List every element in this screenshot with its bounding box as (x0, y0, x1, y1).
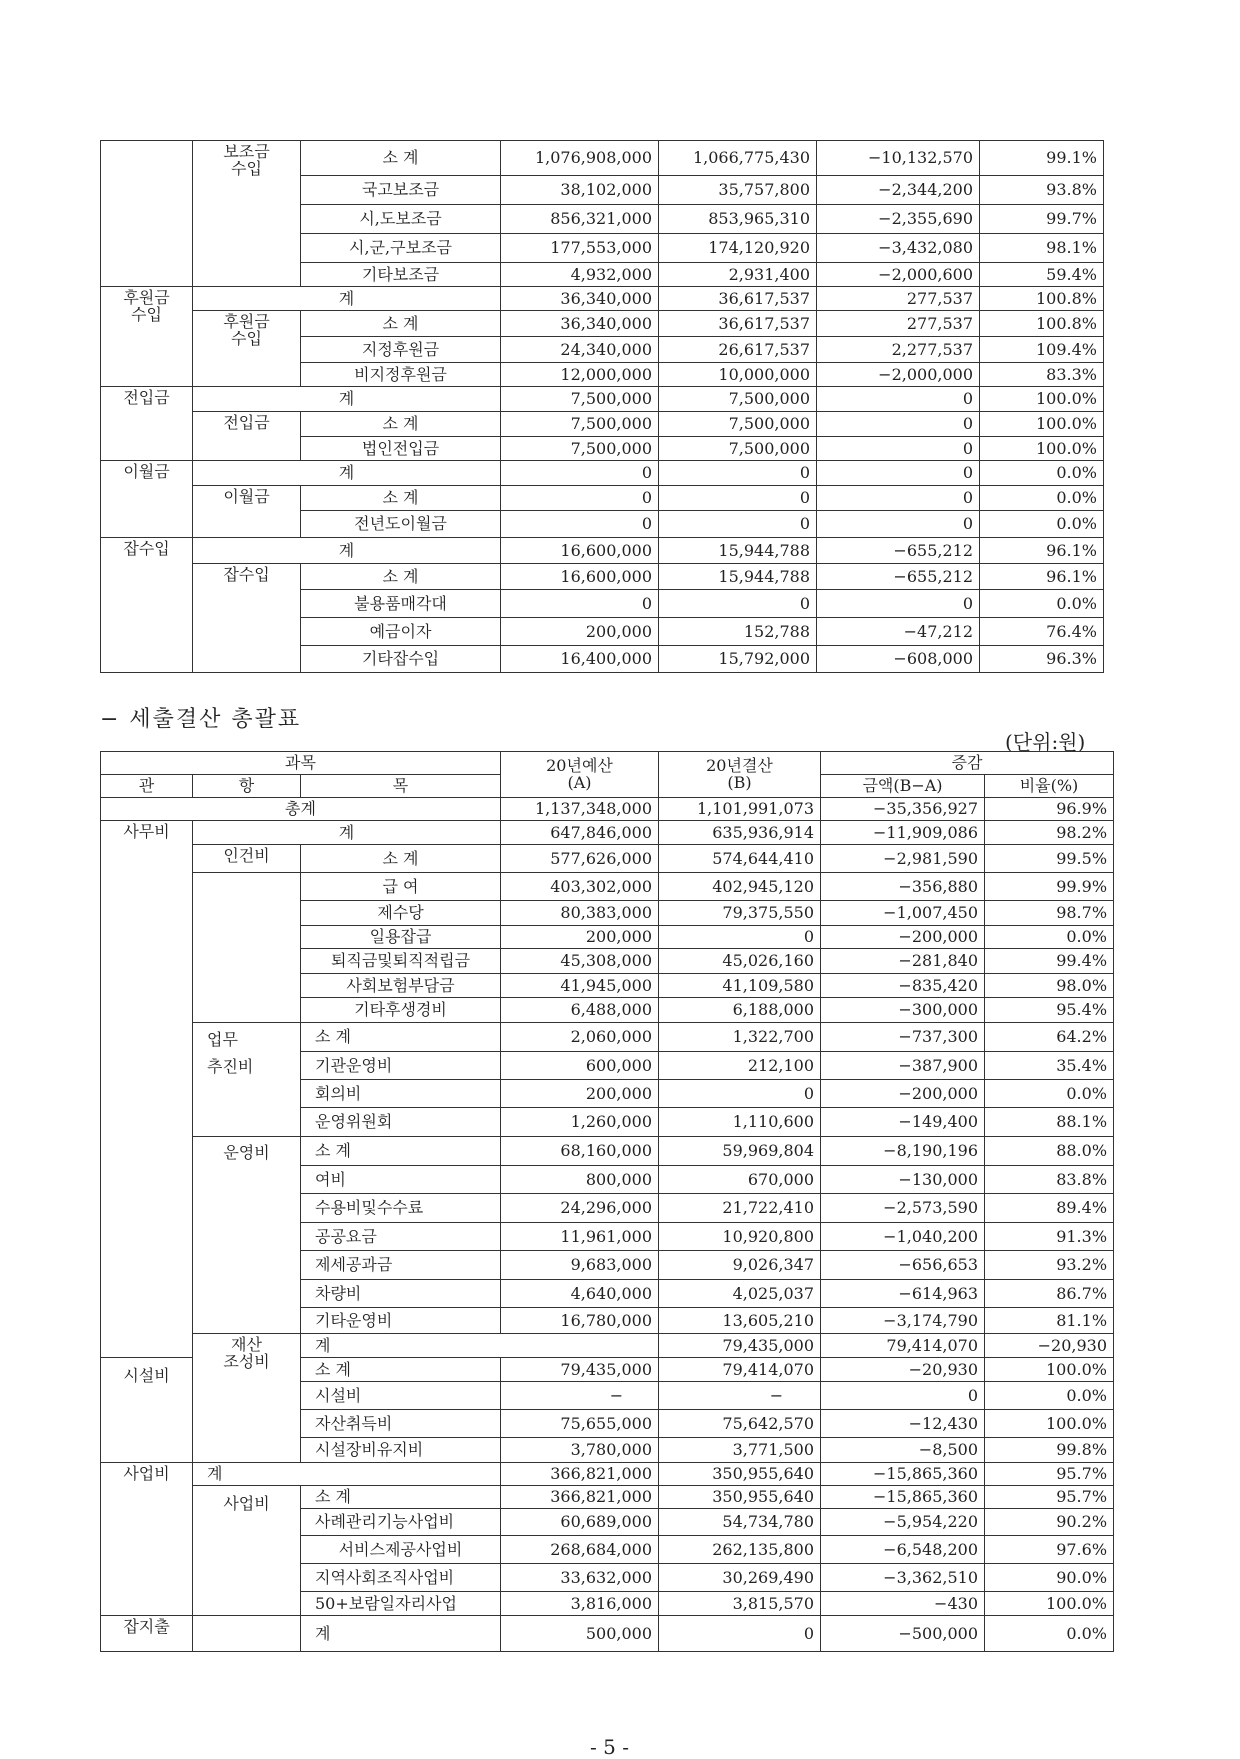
settle-cell: 75,642,570 (659, 1410, 821, 1438)
diff-cell: −281,840 (821, 949, 985, 974)
ratio-cell: 100.0% (985, 1592, 1114, 1616)
budget-cell: 0 (501, 590, 659, 618)
ratio-cell: 93.2% (985, 1251, 1114, 1280)
settle-cell: 4,025,037 (659, 1280, 821, 1308)
budget-cell: 577,626,000 (501, 845, 659, 873)
budget-cell: 500,000 (501, 1616, 659, 1652)
hang-cell: 업무 추진비 (193, 1023, 301, 1137)
diff-cell: 277,537 (817, 311, 980, 337)
ratio-cell: 90.2% (985, 1509, 1114, 1536)
settle-cell: 13,605,210 (659, 1308, 821, 1334)
ratio-cell: 95.4% (985, 998, 1114, 1023)
mok-cell: 시설비 (301, 1382, 501, 1410)
diff-cell: −6,548,200 (821, 1536, 985, 1564)
diff-cell: 277,537 (817, 287, 980, 311)
diff-cell: −130,000 (821, 1166, 985, 1194)
settle-cell: 10,000,000 (659, 363, 817, 387)
diff-cell: −356,880 (821, 873, 985, 901)
settle-cell: 152,788 (659, 618, 817, 646)
budget-cell: 200,000 (501, 926, 659, 949)
diff-cell: −387,900 (821, 1052, 985, 1080)
gwan-cell: 재산 조성비 (193, 1334, 301, 1463)
ratio-cell: 86.7% (985, 1280, 1114, 1308)
ratio-cell: 83.3% (980, 363, 1104, 387)
diff-cell: −300,000 (821, 998, 985, 1023)
gwan-cell: 전입금 (101, 387, 193, 461)
ratio-cell: 0.0% (985, 1080, 1114, 1108)
mok-cell: 계 (193, 287, 501, 311)
diff-cell: 0 (817, 412, 980, 437)
ratio-cell: 35.4% (985, 1052, 1114, 1080)
budget-cell: 36,340,000 (501, 311, 659, 337)
mok-cell: 소 계 (301, 1486, 501, 1509)
mok-cell: 운영위원회 (301, 1108, 501, 1137)
ratio-cell: 99.4% (985, 949, 1114, 974)
ratio-cell: 98.0% (985, 974, 1114, 998)
settle-cell: 0 (659, 926, 821, 949)
budget-cell: 800,000 (501, 1166, 659, 1194)
ratio-cell: 100.0% (980, 412, 1104, 437)
budget-cell: 856,321,000 (501, 205, 659, 234)
budget-cell: 268,684,000 (501, 1536, 659, 1564)
settle-cell: 54,734,780 (659, 1509, 821, 1536)
hang-header: 항 (193, 775, 301, 798)
ratio-cell: 99.1% (980, 141, 1104, 176)
hang-cell: 인건비 (193, 845, 301, 873)
diff-cell: −2,573,590 (821, 1194, 985, 1223)
settle-cell: 0 (659, 1080, 821, 1108)
settle-cell: 35,757,800 (659, 176, 817, 205)
settle-cell: 36,617,537 (659, 311, 817, 337)
hang-cell: 운영비 (193, 1137, 301, 1334)
ratio-cell: 100.0% (980, 387, 1104, 412)
budget-cell: 16,400,000 (501, 646, 659, 673)
budget-cell: 24,340,000 (501, 337, 659, 363)
budget-cell: 647,846,000 (501, 821, 659, 845)
gwan-cell: 잡수입 (101, 538, 193, 673)
hang-cell (193, 873, 301, 1023)
settle-cell: 2,931,400 (659, 263, 817, 287)
ratio-cell: 100.0% (980, 437, 1104, 461)
settle-cell: 1,066,775,430 (659, 141, 817, 176)
mok-cell: 수용비및수수료 (301, 1194, 501, 1223)
settle-cell: 0 (659, 511, 817, 538)
budget-cell: 6,488,000 (501, 998, 659, 1023)
change-header: 증감 (821, 752, 1114, 775)
diff-cell: −2,981,590 (821, 845, 985, 873)
mok-cell: 지역사회조직사업비 (301, 1564, 501, 1592)
diff-cell: 0 (817, 511, 980, 538)
ratio-cell: 59.4% (980, 263, 1104, 287)
revenue-table (100, 140, 1104, 673)
settle-cell: 0 (659, 590, 817, 618)
settle-cell: 174,120,920 (659, 234, 817, 263)
ratio-cell: 98.2% (985, 821, 1114, 845)
mok-cell: 제세공과금 (301, 1251, 501, 1280)
ratio-cell: 0.0% (985, 926, 1114, 949)
settle-cell: 10,920,800 (659, 1223, 821, 1251)
ratio-cell: 95.7% (985, 1463, 1114, 1486)
mok-cell: 여비 (301, 1166, 501, 1194)
diff-cell: −737,300 (821, 1023, 985, 1052)
ratio-cell: 99.5% (985, 845, 1114, 873)
budget-cell: 36,340,000 (501, 287, 659, 311)
budget-cell: 366,821,000 (501, 1463, 659, 1486)
budget-cell: 79,435,000 (501, 1358, 659, 1382)
diff-cell: −35,356,927 (821, 798, 985, 821)
ratio-cell: 0.0% (980, 486, 1104, 511)
ratio-cell: 81.1% (985, 1308, 1114, 1334)
mok-cell: 소 계 (301, 845, 501, 873)
mok-cell: 법인전입금 (301, 437, 501, 461)
budget-cell: 11,961,000 (501, 1223, 659, 1251)
diff-cell: −500,000 (821, 1616, 985, 1652)
diff-cell: −1,007,450 (821, 901, 985, 926)
budget-cell: 200,000 (501, 1080, 659, 1108)
ratio-cell: 64.2% (985, 1023, 1114, 1052)
mok-header: 목 (301, 775, 501, 798)
settle-cell: − (659, 1382, 821, 1410)
mok-cell: 차량비 (301, 1280, 501, 1308)
settle-cell: 41,109,580 (659, 974, 821, 998)
total-label: 총계 (101, 798, 501, 821)
ratio-cell: 0.0% (980, 590, 1104, 618)
gwan-cell: 사무비 (101, 821, 193, 1358)
ratio-cell: 99.8% (985, 1438, 1114, 1463)
diff-cell: −2,355,690 (817, 205, 980, 234)
diff-cell: 2,277,537 (817, 337, 980, 363)
budget-cell: 80,383,000 (501, 901, 659, 926)
budget-cell: 79,435,000 (659, 1334, 821, 1358)
gwan-header: 관 (101, 775, 193, 798)
budget-cell: 41,945,000 (501, 974, 659, 998)
diff-cell: −10,132,570 (817, 141, 980, 176)
budget-cell: 0 (501, 486, 659, 511)
mok-cell: 기타잡수입 (301, 646, 501, 673)
settle-cell: 36,617,537 (659, 287, 817, 311)
diff-cell: −2,000,600 (817, 263, 980, 287)
budget-cell: 2,060,000 (501, 1023, 659, 1052)
settle-cell: 350,955,640 (659, 1463, 821, 1486)
mok-cell: 계 (193, 538, 501, 564)
budget-cell: 3,780,000 (501, 1438, 659, 1463)
mok-cell: 계 (301, 1616, 501, 1652)
ratio-header: 비율(%) (985, 775, 1114, 798)
ratio-cell: 88.0% (985, 1137, 1114, 1166)
diff-cell: −1,040,200 (821, 1223, 985, 1251)
settle-cell: 7,500,000 (659, 437, 817, 461)
mok-cell: 공공요금 (301, 1223, 501, 1251)
settle-cell: 79,414,070 (821, 1334, 985, 1358)
hang-cell: 잡수입 (193, 564, 301, 673)
settle-cell: 670,000 (659, 1166, 821, 1194)
ratio-cell: 91.3% (985, 1223, 1114, 1251)
budget-cell: 75,655,000 (501, 1410, 659, 1438)
settle-cell: 15,944,788 (659, 564, 817, 590)
ratio-cell: 88.1% (985, 1108, 1114, 1137)
ratio-cell: 99.9% (985, 873, 1114, 901)
mok-cell: 비지정후원금 (301, 363, 501, 387)
mok-cell: 시설장비유지비 (301, 1438, 501, 1463)
diff-cell: −20,930 (985, 1334, 1114, 1358)
mok-cell: 제수당 (301, 901, 501, 926)
diff-cell: −5,954,220 (821, 1509, 985, 1536)
settle-cell: 21,722,410 (659, 1194, 821, 1223)
budget-cell: 200,000 (501, 618, 659, 646)
diff-cell: −835,420 (821, 974, 985, 998)
budget-cell: 0 (501, 461, 659, 486)
mok-cell: 소 계 (301, 311, 501, 337)
diff-cell: −149,400 (821, 1108, 985, 1137)
budget-cell: 45,308,000 (501, 949, 659, 974)
budget-cell: 33,632,000 (501, 1564, 659, 1592)
mok-cell: 소 계 (301, 1137, 501, 1166)
diff-cell: −200,000 (821, 926, 985, 949)
hang-cell: 계 (193, 1463, 501, 1486)
hang-cell: 사업비 (193, 1486, 301, 1616)
settle-cell: 262,135,800 (659, 1536, 821, 1564)
diff-cell: −11,909,086 (821, 821, 985, 845)
page-number: - 5 - (590, 1735, 629, 1759)
mok-cell: 소 계 (301, 564, 501, 590)
settle-cell: 574,644,410 (659, 845, 821, 873)
mok-cell: 기타보조금 (301, 263, 501, 287)
settle-cell: 26,617,537 (659, 337, 817, 363)
budget-cell: 1,076,908,000 (501, 141, 659, 176)
settle-cell: 3,815,570 (659, 1592, 821, 1616)
budget-cell: 24,296,000 (501, 1194, 659, 1223)
settle-cell: 0 (659, 461, 817, 486)
mok-cell: 계 (193, 461, 501, 486)
budget-cell: 177,553,000 (501, 234, 659, 263)
diff-cell: −655,212 (817, 564, 980, 590)
mok-cell: 지정후원금 (301, 337, 501, 363)
mok-cell: 퇴직금및퇴직적립금 (301, 949, 501, 974)
settle-cell: 402,945,120 (659, 873, 821, 901)
budget-cell: 1,260,000 (501, 1108, 659, 1137)
ratio-cell: 96.3% (980, 646, 1104, 673)
diff-cell: 0 (821, 1382, 985, 1410)
diff-cell: 0 (817, 461, 980, 486)
diff-cell: −608,000 (817, 646, 980, 673)
settle-cell: 59,969,804 (659, 1137, 821, 1166)
hang-cell: 보조금 수입 (193, 141, 301, 287)
diff-cell: −15,865,360 (821, 1486, 985, 1509)
budget-cell: 3,816,000 (501, 1592, 659, 1616)
budget-cell: 16,780,000 (501, 1308, 659, 1334)
ratio-cell: 89.4% (985, 1194, 1114, 1223)
gwan-cell (101, 141, 193, 287)
gwan-cell: 잡지출 (101, 1616, 193, 1652)
mok-cell: 50+보람일자리사업 (301, 1592, 501, 1616)
mok-cell: 소 계 (301, 141, 501, 176)
diff-cell: −3,362,510 (821, 1564, 985, 1592)
ratio-cell: 96.9% (985, 798, 1114, 821)
mok-cell: 예금이자 (301, 618, 501, 646)
budget-cell: 600,000 (501, 1052, 659, 1080)
mok-cell: 급 여 (301, 873, 501, 901)
ratio-cell: 100.8% (980, 311, 1104, 337)
mok-cell: 자산취득비 (301, 1410, 501, 1438)
budget-cell: 12,000,000 (501, 363, 659, 387)
ratio-cell: 0.0% (985, 1616, 1114, 1652)
settle-cell: 15,792,000 (659, 646, 817, 673)
hang-cell: 시설비 (101, 1358, 193, 1463)
settle-cell: 1,101,991,073 (659, 798, 821, 821)
expense-table (100, 751, 1114, 1652)
ratio-cell: 100.0% (985, 1410, 1114, 1438)
ratio-cell: 96.1% (980, 538, 1104, 564)
diff-cell: −430 (821, 1592, 985, 1616)
diff-cell: 0 (817, 486, 980, 511)
ratio-cell: 93.8% (980, 176, 1104, 205)
mok-cell: 사회보험부담금 (301, 974, 501, 998)
mok-cell: 사례관리기능사업비 (301, 1509, 501, 1536)
diff-cell: −15,865,360 (821, 1463, 985, 1486)
mok-cell: 시,도보조금 (301, 205, 501, 234)
ratio-cell: 76.4% (980, 618, 1104, 646)
amount-header: 금액(B−A) (821, 775, 985, 798)
diff-cell: −656,653 (821, 1251, 985, 1280)
budget-cell: − (501, 1382, 659, 1410)
budget-cell: 16,600,000 (501, 538, 659, 564)
budget-cell: 4,932,000 (501, 263, 659, 287)
ratio-cell: 95.7% (985, 1486, 1114, 1509)
budget-cell: 366,821,000 (501, 1486, 659, 1509)
settle-cell: 7,500,000 (659, 387, 817, 412)
budget-cell: 16,600,000 (501, 564, 659, 590)
settle-cell: 30,269,490 (659, 1564, 821, 1592)
settle-cell: 45,026,160 (659, 949, 821, 974)
budget-cell: 0 (501, 511, 659, 538)
mok-cell: 불용품매각대 (301, 590, 501, 618)
mok-cell: 소 계 (301, 412, 501, 437)
settle-cell: 350,955,640 (659, 1486, 821, 1509)
unit-note: (단위:원) (1005, 730, 1086, 754)
diff-cell: 0 (817, 387, 980, 412)
hang-cell: 후원금 수입 (193, 311, 301, 387)
settle-cell: 1,322,700 (659, 1023, 821, 1052)
diff-cell: −655,212 (817, 538, 980, 564)
mok-cell: 시,군,구보조금 (301, 234, 501, 263)
mok-cell: 회의비 (301, 1080, 501, 1108)
settle-cell: 3,771,500 (659, 1438, 821, 1463)
budget-cell: 60,689,000 (501, 1509, 659, 1536)
ratio-cell: 100.0% (985, 1358, 1114, 1382)
gwan-cell: 사업비 (101, 1463, 193, 1616)
settle-cell: 79,414,070 (659, 1358, 821, 1382)
hang-cell (193, 1616, 301, 1652)
section-title: − 세출결산 총괄표 (100, 707, 302, 732)
mok-cell: 전년도이월금 (301, 511, 501, 538)
mok-cell: 계 (193, 821, 501, 845)
diff-cell: −47,212 (817, 618, 980, 646)
ratio-cell: 98.1% (980, 234, 1104, 263)
budget-cell: 1,137,348,000 (501, 798, 659, 821)
diff-cell: −20,930 (821, 1358, 985, 1382)
settle-cell: 6,188,000 (659, 998, 821, 1023)
diff-cell: −2,000,000 (817, 363, 980, 387)
budget-cell: 7,500,000 (501, 412, 659, 437)
settle-header: 20년결산 (B) (659, 752, 821, 798)
mok-cell: 서비스제공사업비 (301, 1536, 501, 1564)
diff-cell: −8,190,196 (821, 1137, 985, 1166)
budget-cell: 4,640,000 (501, 1280, 659, 1308)
subject-header: 과목 (101, 752, 501, 775)
ratio-cell: 0.0% (980, 511, 1104, 538)
diff-cell: −3,432,080 (817, 234, 980, 263)
budget-cell: 7,500,000 (501, 437, 659, 461)
diff-cell: −3,174,790 (821, 1308, 985, 1334)
settle-cell: 1,110,600 (659, 1108, 821, 1137)
ratio-cell: 97.6% (985, 1536, 1114, 1564)
mok-cell: 국고보조금 (301, 176, 501, 205)
diff-cell: −8,500 (821, 1438, 985, 1463)
mok-cell: 소 계 (301, 486, 501, 511)
settle-cell: 79,375,550 (659, 901, 821, 926)
settle-cell: 212,100 (659, 1052, 821, 1080)
gwan-cell: 이월금 (101, 461, 193, 538)
mok-cell: 기관운영비 (301, 1052, 501, 1080)
hang-cell: 이월금 (193, 486, 301, 538)
settle-cell: 15,944,788 (659, 538, 817, 564)
settle-cell: 0 (659, 486, 817, 511)
diff-cell: 0 (817, 590, 980, 618)
gwan-cell: 후원금 수입 (101, 287, 193, 387)
mok-cell: 소 계 (301, 1023, 501, 1052)
mok-cell: 기타운영비 (301, 1308, 501, 1334)
hang-cell: 계 (301, 1334, 659, 1358)
settle-cell: 635,936,914 (659, 821, 821, 845)
ratio-cell: 96.1% (980, 564, 1104, 590)
diff-cell: −614,963 (821, 1280, 985, 1308)
diff-cell: −12,430 (821, 1410, 985, 1438)
settle-cell: 853,965,310 (659, 205, 817, 234)
diff-cell: −2,344,200 (817, 176, 980, 205)
budget-cell: 9,683,000 (501, 1251, 659, 1280)
budget-cell: 38,102,000 (501, 176, 659, 205)
settle-cell: 9,026,347 (659, 1251, 821, 1280)
ratio-cell: 99.7% (980, 205, 1104, 234)
hang-cell: 전입금 (193, 412, 301, 461)
ratio-cell: 83.8% (985, 1166, 1114, 1194)
diff-cell: −200,000 (821, 1080, 985, 1108)
ratio-cell: 98.7% (985, 901, 1114, 926)
mok-cell: 소 계 (301, 1358, 501, 1382)
ratio-cell: 90.0% (985, 1564, 1114, 1592)
mok-cell: 일용잡급 (301, 926, 501, 949)
diff-cell: 0 (817, 437, 980, 461)
ratio-cell: 0.0% (980, 461, 1104, 486)
budget-cell: 7,500,000 (501, 387, 659, 412)
budget-header: 20년예산 (A) (501, 752, 659, 798)
ratio-cell: 100.8% (980, 287, 1104, 311)
budget-cell: 403,302,000 (501, 873, 659, 901)
settle-cell: 0 (659, 1616, 821, 1652)
budget-cell: 68,160,000 (501, 1137, 659, 1166)
mok-cell: 기타후생경비 (301, 998, 501, 1023)
mok-cell: 계 (193, 387, 501, 412)
ratio-cell: 109.4% (980, 337, 1104, 363)
settle-cell: 7,500,000 (659, 412, 817, 437)
ratio-cell: 0.0% (985, 1382, 1114, 1410)
